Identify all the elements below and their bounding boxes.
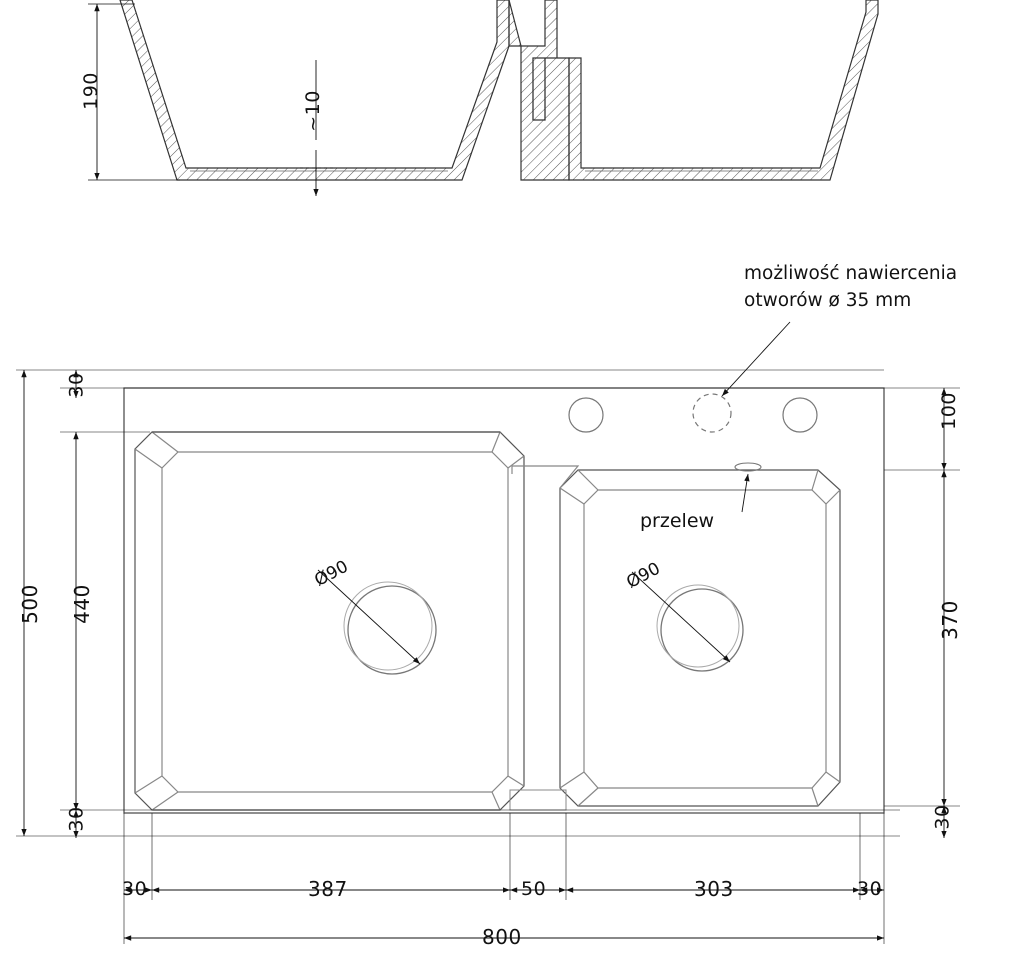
- hole-note-line1: możliwość nawiercenia: [744, 263, 958, 284]
- label-top-margin-30: 30: [65, 372, 88, 398]
- label-overall-width-800: 800: [482, 925, 522, 949]
- label-right-top-offset-100: 100: [937, 392, 960, 430]
- label-wall-thickness: ~10: [301, 90, 324, 132]
- overflow-leader: [742, 474, 748, 512]
- left-drain-label: Ø90: [311, 556, 352, 591]
- label-right-bottom-margin-30: 30: [931, 804, 954, 830]
- optional-hole: [693, 394, 731, 432]
- label-left-margin-30: 30: [122, 878, 148, 900]
- right-drain-hole: [657, 585, 743, 671]
- section-view: [120, 0, 895, 180]
- right-drain-label: Ø90: [623, 558, 664, 593]
- label-left-bowl-depth-440: 440: [69, 584, 94, 624]
- label-middle-divider-50: 50: [521, 878, 547, 900]
- extension-lines: [16, 370, 960, 944]
- right-drain-leader: [632, 572, 730, 662]
- label-right-bowl-depth-370: 370: [937, 600, 962, 640]
- tap-hole-right: [783, 398, 817, 432]
- hole-note-leader: [722, 322, 790, 396]
- tap-hole-left: [569, 398, 603, 432]
- label-overall-depth-500: 500: [17, 584, 42, 624]
- label-right-margin-30: 30: [857, 878, 883, 900]
- left-drain-hole: [344, 582, 436, 674]
- label-bottom-margin-30: 30: [65, 806, 88, 832]
- label-depth-190: 190: [79, 72, 102, 110]
- label-left-bowl-width-387: 387: [308, 877, 348, 901]
- label-right-bowl-width-303: 303: [694, 877, 734, 901]
- hole-note-line2: otworów ø 35 mm: [744, 290, 912, 311]
- left-bowl: [135, 432, 524, 810]
- overflow-label: przelew: [640, 510, 715, 532]
